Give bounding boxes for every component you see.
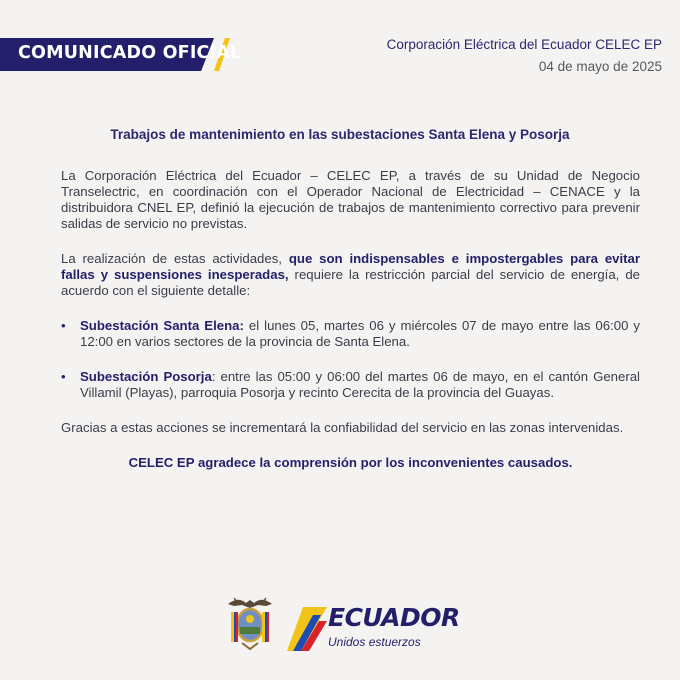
organization-name: Corporación Eléctrica del Ecuador CELEC EP bbox=[386, 37, 662, 52]
conclusion-paragraph: Gracias a estas acciones se incrementará la confiabilidad del servicio en las zonas intervenidas. bbox=[61, 420, 624, 435]
logo-wordmark: ECUADOR bbox=[328, 603, 460, 632]
detail-paragraph-emphasis: que son indispensables e impostergables para evitar fallas y suspensiones inesperadas, bbox=[61, 251, 641, 282]
detail-paragraph-start: La realización de estas actividades, bbox=[61, 251, 289, 266]
document-body bbox=[61, 168, 640, 490]
flag-stripes-icon bbox=[287, 605, 331, 653]
badge-label: COMUNICADO OFICIAL bbox=[18, 43, 242, 63]
detail-paragraph bbox=[61, 251, 640, 299]
bullet-text: el lunes 05, martes 06 y miércoles 07 de mayo entre las 06:00 y 12:00 en varios sectores de la provincia de Santa Elena. bbox=[80, 318, 640, 349]
detail-paragraph-end: requiere la restricción parcial del servicio de energía, de acuerdo con el siguiente detalle: bbox=[61, 267, 640, 298]
coat-of-arms-icon bbox=[224, 594, 276, 652]
intro-paragraph: La Corporación Eléctrica del Ecuador – CELEC EP, a través de su Unidad de Negocio Transelectric, en coordinación con el Operador Nacional de Electricidad – CENACE y la distribuidora CNEL EP, definió la ejecución de trabajos de mantenimiento correctivo para prevenir salidas de servicio no previstas. bbox=[61, 168, 640, 231]
publication-date: 04 de mayo de 2025 bbox=[538, 59, 662, 74]
bullet-item-posorja bbox=[61, 369, 640, 401]
ecuador-logo bbox=[287, 603, 460, 653]
bullet-label: Subestación Posorja bbox=[80, 369, 212, 384]
bullet-item-santa-elena bbox=[61, 318, 640, 350]
document-title: Trabajos de mantenimiento en las subestaciones Santa Elena y Posorja bbox=[110, 127, 570, 142]
bullet-label: Subestación Santa Elena: bbox=[80, 318, 244, 333]
bullet-icon: • bbox=[61, 318, 66, 333]
closing-statement: CELEC EP agradece la comprensión por los inconvenientes causados. bbox=[128, 455, 573, 470]
bullet-text: : entre las 05:00 y 06:00 del martes 06 de mayo, en el cantón General Villamil (Playas), parroquia Posorja y recinto Cerecita de la provincia del Guayas. bbox=[80, 369, 640, 400]
logo-tagline: Unidos estuerzos bbox=[328, 635, 421, 649]
bullet-icon: • bbox=[61, 369, 66, 384]
